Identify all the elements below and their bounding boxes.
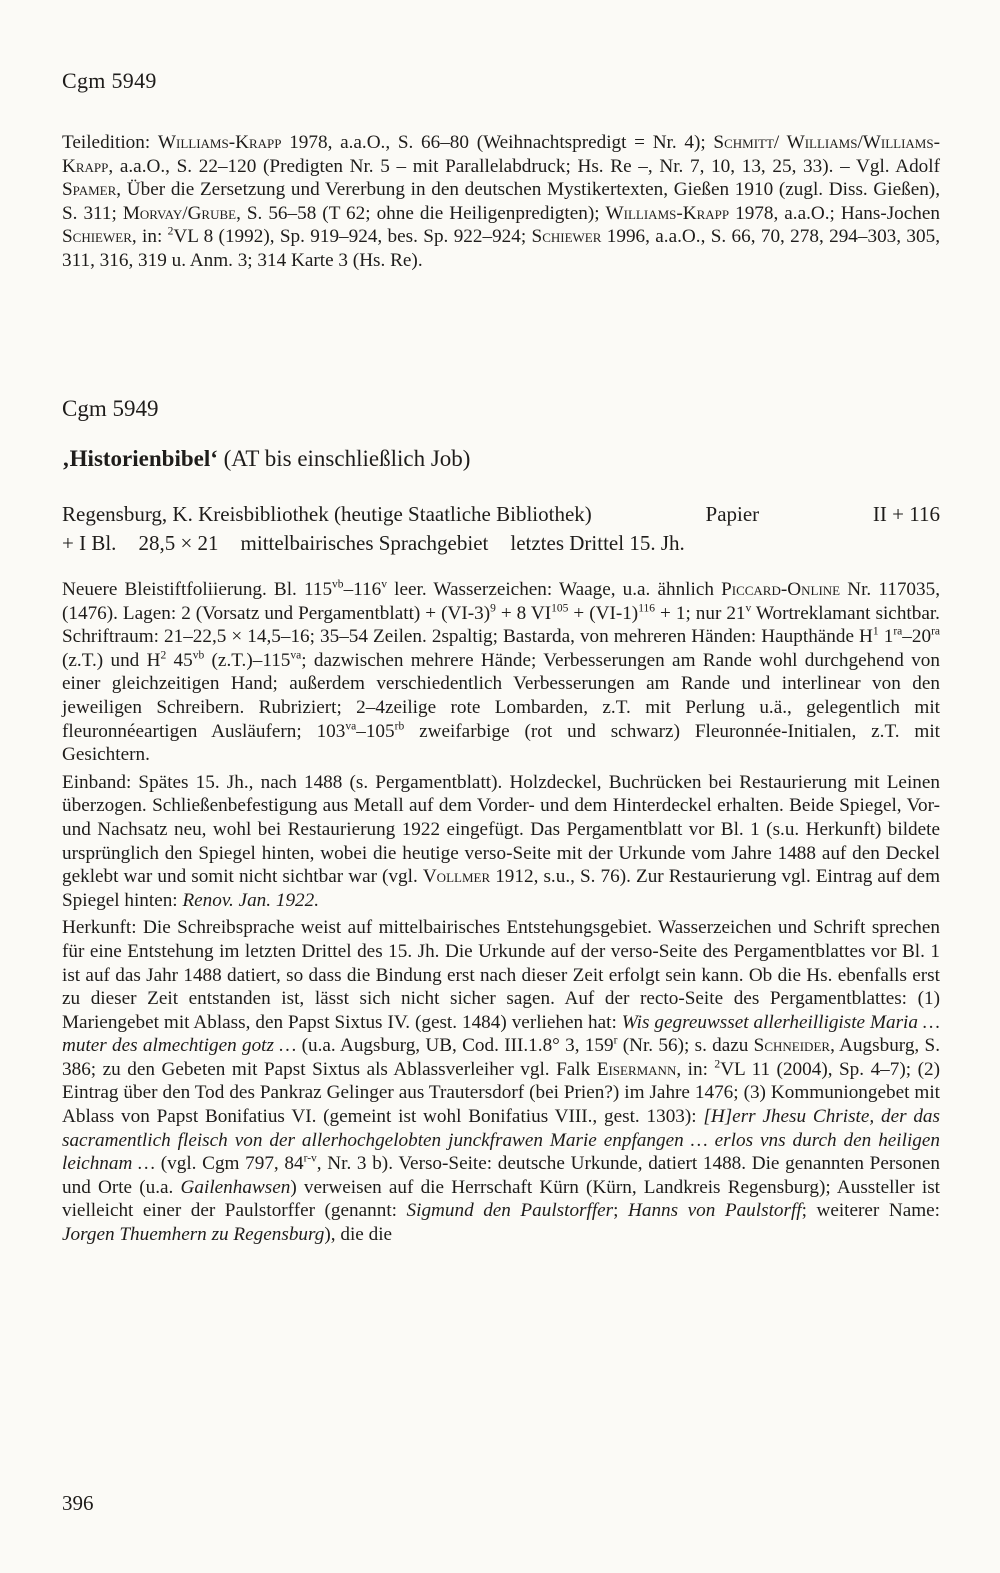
body-text: [62, 578, 940, 1247]
entry-title-subtitle: (AT bis einschließlich Job): [217, 446, 471, 471]
teiledition-paragraph: Teiledition: Williams-Krapp 1978, a.a.O., S. 66–80 (Weihnachtspredigt = Nr. 4); Schmitt/ Williams/Williams-Krapp, a.a.O., S. 22–120 (Predigten Nr. 5 – mit Parallelabdruck; Hs. Re –, Nr. 7, 10, 13, 25, 33). – Vgl. Adolf Spamer, Über die Zersetzung und Vererbung in den deutschen Mystikertexten, Gießen 1910 (zugl. Diss. Gießen), S. 311; Morvay/Grube, S. 56–58 (T 62; ohne die Heiligenpredigten); Williams-Krapp 1978, a.a.O.; Hans-Jochen Schiewer, in: $^2$VL 8 (1992), Sp. 919–924, bes. Sp. 922–924; Schiewer 1996, a.a.O., S. 66, 70, 278, 294–303, 305, 311, 316, 319 u. Anm. 3; 314 Karte 3 (Hs. Re).: [62, 132, 940, 271]
date: letztes Drittel 15. Jh.: [510, 531, 685, 555]
running-head: Cgm 5949: [62, 68, 157, 93]
entry-description: [62, 500, 940, 558]
material: Papier: [705, 502, 760, 526]
leaves-count-suffix: + I Bl.: [62, 531, 117, 555]
description-row-2: [62, 529, 940, 558]
codicology-paragraph: Neuere Bleistiftfoliierung. Bl. $115^{vb}-116^v$ leer. Wasserzeichen: Waage, u.a. ähnlich Piccard-Online Nr. 117035, (1476). Lagen: 2 (Vorsatz und Pergamentblatt) + $(VI-3)^9 + 8$ $VI^{105} + (VI-1)^{116} + 1$; nur 21$^v$ Wortreklamant sichtbar. Schriftraum: 21–22,5 × 14,5–16; 35–54 Zeilen. 2spaltig; Bastarda, von mehreren Händen: Haupthände $H^1$ $1^{ra}-20^{ra}$ (z.T.) und $H^2$ $45^{vb}$ $(z.T.)-115^{va}$; dazwischen mehrere Hände; Verbesserungen am Rande wohl durchgehend von einer gleichzeitigen Hand; außerdem verschiedentlich Verbesserungen am Rande und interlinear von den jeweiligen Schreibern. Rubriziert; 2–4zeilige rote Lombarden, z.T. mit Perlung u.ä., gelegentlich mit fleuronnéeartigen Ausläufern; $103^{va}-105^{rb}$ zweifarbige (rot und schwarz) Fleuronnée-Initialen, z.T. mit Gesichtern.: [62, 578, 941, 766]
page-number: 396: [62, 1491, 94, 1515]
library: Regensburg, K. Kreisbibliothek (heutige Staatliche Bibliothek): [62, 502, 592, 526]
entry-signature: Cgm 5949: [62, 396, 159, 421]
binding-paragraph: Einband: Spätes 15. Jh., nach 1488 (s. Pergamentblatt). Holzdeckel, Buchrücken bei Restaurierung mit Leinen überzogen. Schließenbefestigung aus Metall auf dem Vorder- und dem Hinterdeckel erhalten. Beide Spiegel, Vor- und Nachsatz neu, wohl bei Restaurierung 1922 eingefügt. Das Pergamentblatt vor Bl. 1 (s.u. Herkunft) bildete ursprünglich den Spiegel hinten, wobei die heutige verso-Seite mit der Urkunde vom Jahre 1488 auf den Deckel geklebt war und somit nicht sichtbar war (vgl. Vollmer 1912, s.u., S. 76). Zur Restaurierung vgl. Eintrag auf dem Spiegel hinten: Renov. Jan. 1922.: [62, 771, 940, 911]
provenance-paragraph: Herkunft: Die Schreibsprache weist auf mittelbairisches Entstehungsgebiet. Wasserzeichen und Schrift sprechen für eine Entstehung im letzten Drittel des 15. Jh. Die Urkunde auf der verso-Seite des Pergamentblattes vor Bl. 1 ist auf das Jahr 1488 datiert, so dass die Bindung erst nach dieser Zeit erfolgt sein kann. Ob die Hs. ebenfalls erst zu dieser Zeit entstanden ist, lässt sich nicht sicher sagen. Auf der recto-Seite des Pergamentblattes: (1) Mariengebet mit Ablass, den Papst Sixtus IV. (gest. 1484) verliehen hat: Wis gegreuwsset allerheilligiste Maria … muter des almechtigen gotz … (u.a. Augsburg, UB, Cod. III.1.8° 3, 159$^r$ (Nr. 56); s. dazu Schneider, Augsburg, S. 386; zu den Gebeten mit Papst Sixtus als Ablassverleiher vgl. Falk Eisermann, in: $^2$VL 11 (2004), Sp. 4–7); (2) Eintrag über den Tod des Pankraz Gelinger aus Trautersdorf (bei Prien?) im Jahre 1476; (3) Kommuniongebet mit Ablass von Papst Bonifatius VI. (gemeint ist wohl Bonifatius VIII., gest. 1303): [H]err Jhesu Christe, der das sacramentlich fleisch von der allerhochgelobten junckfrawen Marie enpfangen … erlos vns durch den heiligen leichnam … (vgl. Cgm 797, 84$^{r-v}$, Nr. 3 b). Verso-Seite: deutsche Urkunde, datiert 1488. Die genannten Personen und Orte (u.a. Gailenhawsen) verweisen auf die Herrschaft Kürn (Kürn, Landkreis Regensburg); Aussteller ist vielleicht einer der Paulstorffer (genannt: Sigmund den Paulstorffer; Hanns von Paulstorff; weiterer Name: Jorgen Thuemhern zu Regensburg), die die: [62, 917, 940, 1246]
entry-title: [62, 446, 470, 472]
entry-title-main: ‚Historienbibel‘: [62, 446, 218, 471]
language-area: mittelbairisches Sprachgebiet: [240, 531, 489, 555]
dimensions: 28,5 × 21: [138, 531, 219, 555]
leaves-count: II + 116: [872, 502, 940, 526]
description-row-1: [62, 500, 940, 529]
